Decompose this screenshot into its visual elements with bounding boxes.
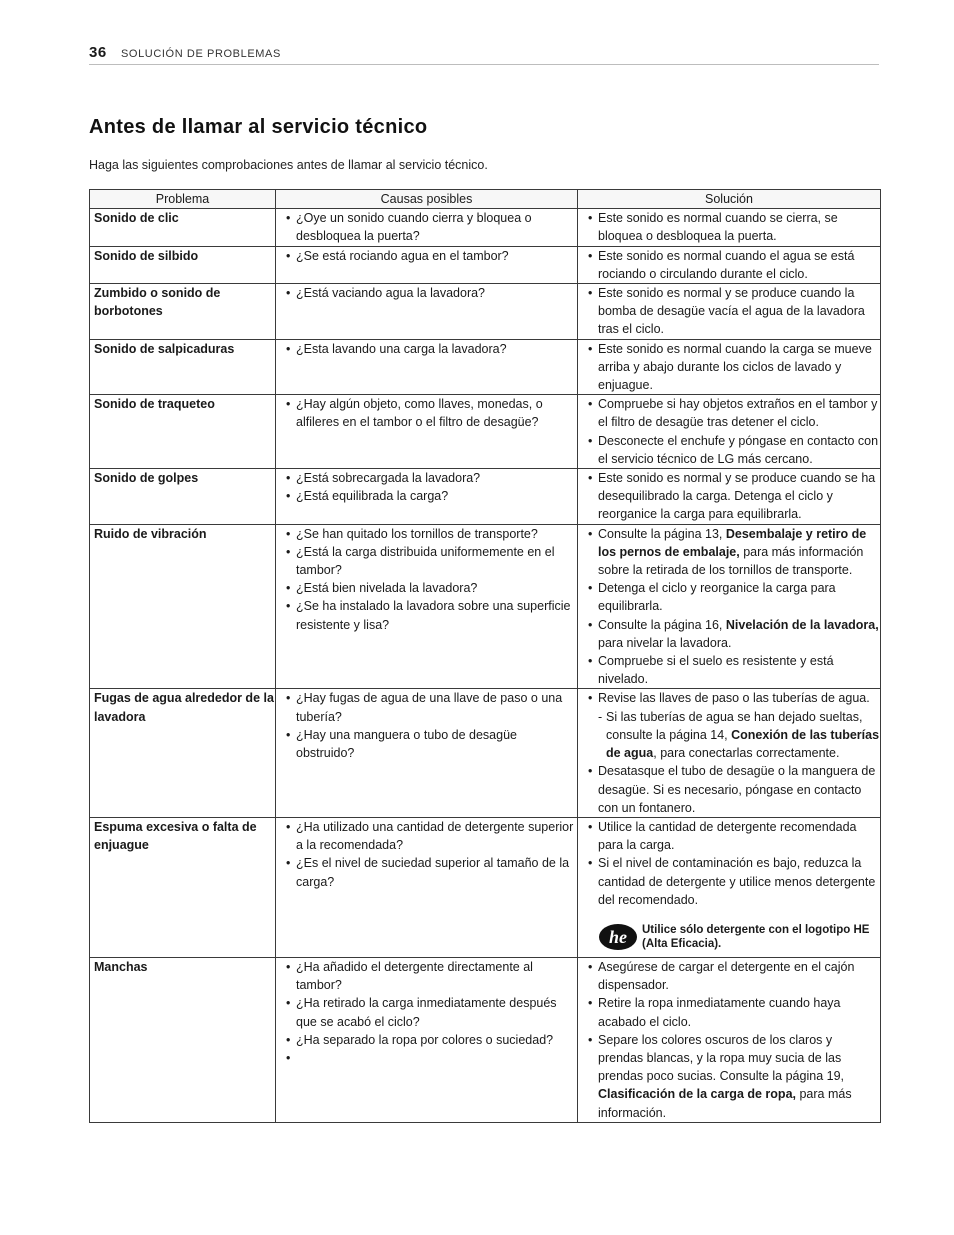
table-row <box>90 469 881 525</box>
causes-cell <box>276 524 578 689</box>
solution-cell <box>578 284 881 340</box>
table-header-row <box>90 190 881 209</box>
problem-cell: Manchas <box>90 957 276 1122</box>
cause-item: • ¿Está equilibrada la carga? <box>280 487 577 505</box>
solution-cell <box>578 689 881 817</box>
causes-cell <box>276 246 578 283</box>
cause-item: • ¿Ha retirado la carga inmediatamente después que se acabó el ciclo? <box>280 994 577 1030</box>
problem-cell: Sonido de golpes <box>90 469 276 525</box>
page-number: 36 <box>89 44 107 61</box>
solution-cell <box>578 395 881 469</box>
problem-cell: Sonido de silbido <box>90 246 276 283</box>
emphasis-text: Conexión de las tuberías de agua <box>606 727 880 761</box>
intro-text: Haga las siguientes comprobaciones antes de llamar al servicio técnico. <box>89 158 488 172</box>
solution-cell <box>578 957 881 1122</box>
solution-item: • Compruebe si el suelo es resistente y está nivelado. <box>582 652 880 688</box>
problem-cell: Espuma excesiva o falta de enjuague <box>90 817 276 957</box>
page-header <box>89 44 879 65</box>
solution-item: • Retire la ropa inmediatamente cuando haya acabado el ciclo. <box>582 994 880 1030</box>
cause-item: • ¿Esta lavando una carga la lavadora? <box>280 340 577 358</box>
page-title: Antes de llamar al servicio técnico <box>89 116 428 138</box>
table-row <box>90 395 881 469</box>
solution-item: • Compruebe si hay objetos extraños en el tambor y el filtro de desagüe tras detener el ciclo. <box>582 395 880 431</box>
solution-item: • Este sonido es normal cuando se cierra, se bloquea o desbloquea la puerta. <box>582 209 880 245</box>
cause-item: • ¿Hay una manguera o tubo de desagüe obstruido? <box>280 726 577 762</box>
table-row <box>90 209 881 246</box>
solution-item: • Detenga el ciclo y reorganice la carga para equilibrarla. <box>582 579 880 615</box>
solution-item: • Este sonido es normal y se produce cuando la bomba de desagüe vacía el agua de la lavadora tras el ciclo. <box>582 284 880 339</box>
problem-cell: Fugas de agua alrededor de la lavadora <box>90 689 276 817</box>
solution-subitem: - Si las tuberías de agua se han dejado sueltas, consulte la página 14, Conexión de las tuberías de agua, para conectarlas correctamente. <box>582 708 880 763</box>
cause-item: • ¿Está bien nivelada la lavadora? <box>280 579 577 597</box>
solution-cell <box>578 817 881 957</box>
solution-item: • Consulte la página 13, Desembalaje y retiro de los pernos de embalaje, para más información sobre la retirada de los tornillos de transporte. <box>582 525 880 580</box>
table-row <box>90 339 881 395</box>
cause-item: • ¿Está la carga distribuida uniformemente en el tambor? <box>280 543 577 579</box>
he-detergent-note <box>598 923 880 951</box>
emphasis-text: Desembalaje y retiro de los pernos de embalaje, <box>598 526 867 559</box>
problem-cell: Ruido de vibración <box>90 524 276 689</box>
table-row <box>90 957 881 1122</box>
problem-cell: Zumbido o sonido de borbotones <box>90 284 276 340</box>
svg-text:he: he <box>609 926 627 947</box>
cause-item: • ¿Ha utilizado una cantidad de detergente superior a la recomendada? <box>280 818 577 854</box>
column-header-solution: Solución <box>578 190 881 209</box>
solution-item: • Si el nivel de contaminación es bajo, reduzca la cantidad de detergente y utilice menos detergente del recomendado. <box>582 854 880 909</box>
solution-cell <box>578 524 881 689</box>
cause-item: • ¿Hay fugas de agua de una llave de paso o una tubería? <box>280 689 577 725</box>
table-row <box>90 246 881 283</box>
column-header-causes: Causas posibles <box>276 190 578 209</box>
solution-item: • Separe los colores oscuros de los claros y prendas blancas, y la ropa muy sucia de las prendas poco sucias. Consulte la página 19, Clasificación de la carga de ropa, para más información. <box>582 1031 880 1122</box>
cause-item: • ¿Se está rociando agua en el tambor? <box>280 247 577 265</box>
solution-item: • Consulte la página 16, Nivelación de la lavadora, para nivelar la lavadora. <box>582 616 880 652</box>
causes-cell <box>276 689 578 817</box>
solution-cell <box>578 209 881 246</box>
table-row <box>90 817 881 957</box>
table-row <box>90 284 881 340</box>
troubleshooting-table <box>89 189 881 1123</box>
table-row <box>90 689 881 817</box>
solution-item: • Desatasque el tubo de desagüe o la manguera de desagüe. Si es necesario, póngase en contacto con un fontanero. <box>582 762 880 817</box>
cause-item <box>280 1049 577 1067</box>
cause-item: • ¿Ha añadido el detergente directamente al tambor? <box>280 958 577 994</box>
causes-cell <box>276 817 578 957</box>
cause-item: • ¿Hay algún objeto, como llaves, monedas, o alfileres en el tambor o el filtro de desagüe? <box>280 395 577 431</box>
section-name: SOLUCIÓN DE PROBLEMAS <box>121 48 281 60</box>
solution-item: • Revise las llaves de paso o las tuberías de agua. <box>582 689 880 707</box>
solution-item: • Este sonido es normal y se produce cuando se ha desequilibrado la carga. Detenga el ciclo y reorganice la carga para equilibrarla. <box>582 469 880 524</box>
he-logo-icon <box>598 923 638 951</box>
solution-item: • Asegúrese de cargar el detergente en el cajón dispensador. <box>582 958 880 994</box>
solution-cell <box>578 339 881 395</box>
column-header-problem: Problema <box>90 190 276 209</box>
solution-item: • Este sonido es normal cuando el agua se está rociando o circulando durante el ciclo. <box>582 247 880 283</box>
solution-item: • Este sonido es normal cuando la carga se mueve arriba y abajo durante los ciclos de lavado y enjuague. <box>582 340 880 395</box>
causes-cell <box>276 209 578 246</box>
solution-cell <box>578 246 881 283</box>
problem-cell: Sonido de salpicaduras <box>90 339 276 395</box>
table-body <box>90 209 881 1123</box>
problem-cell: Sonido de traqueteo <box>90 395 276 469</box>
solution-item: • Desconecte el enchufe y póngase en contacto con el servicio técnico de LG más cercano. <box>582 432 880 468</box>
table-row <box>90 524 881 689</box>
cause-item: • ¿Oye un sonido cuando cierra y bloquea o desbloquea la puerta? <box>280 209 577 245</box>
emphasis-text: Nivelación de la lavadora, <box>725 617 879 632</box>
he-note-text: Utilice sólo detergente con el logotipo HE (Alta Eficacia). <box>642 923 870 950</box>
causes-cell <box>276 284 578 340</box>
solution-item: • Utilice la cantidad de detergente recomendada para la carga. <box>582 818 880 854</box>
problem-cell: Sonido de clic <box>90 209 276 246</box>
solution-cell <box>578 469 881 525</box>
causes-cell <box>276 395 578 469</box>
cause-item: • ¿Se han quitado los tornillos de transporte? <box>280 525 577 543</box>
cause-item: • ¿Está vaciando agua la lavadora? <box>280 284 577 302</box>
causes-cell <box>276 339 578 395</box>
cause-item: • ¿Está sobrecargada la lavadora? <box>280 469 577 487</box>
causes-cell <box>276 957 578 1122</box>
emphasis-text: Clasificación de la carga de ropa, <box>598 1087 796 1102</box>
cause-item: • ¿Ha separado la ropa por colores o suciedad? <box>280 1031 577 1049</box>
causes-cell <box>276 469 578 525</box>
cause-item: • ¿Es el nivel de suciedad superior al tamaño de la carga? <box>280 854 577 890</box>
cause-item: • ¿Se ha instalado la lavadora sobre una superficie resistente y lisa? <box>280 597 577 633</box>
